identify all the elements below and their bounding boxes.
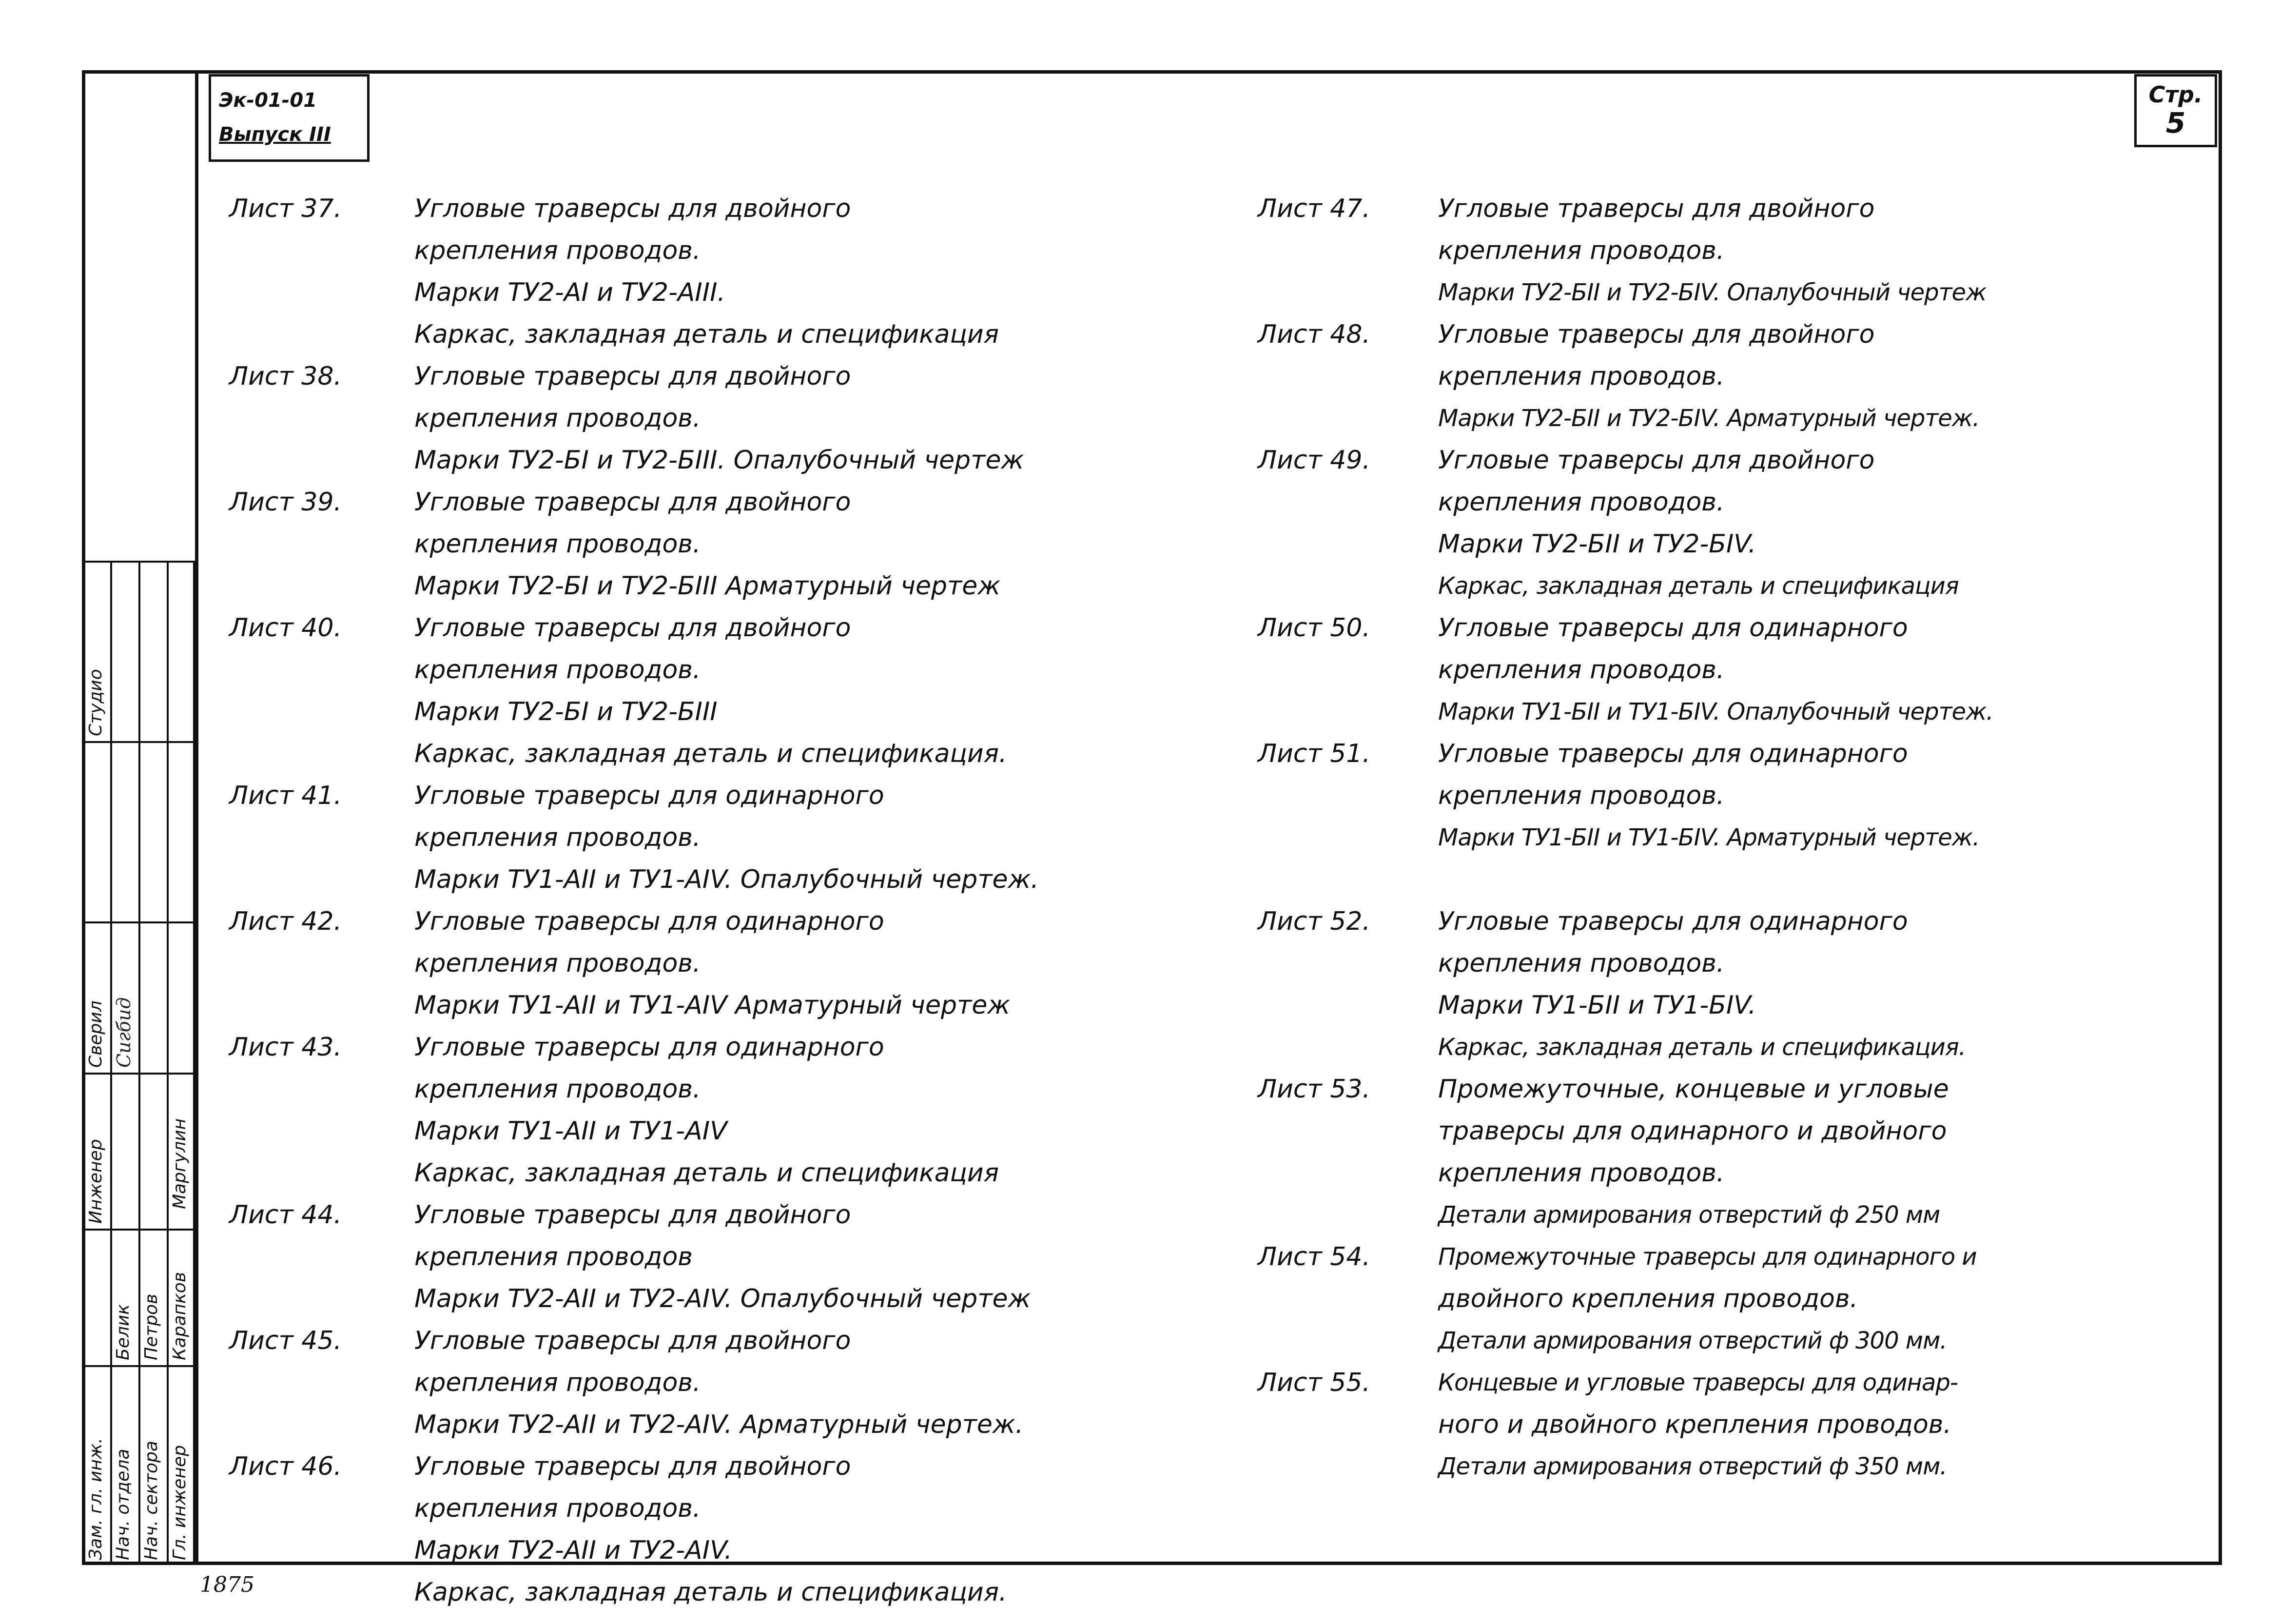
sheet-line: Каркас, закладная деталь и спецификация — [1438, 572, 1959, 600]
sheet-line: крепления проводов. — [414, 529, 701, 559]
sheet-entry — [229, 188, 1209, 355]
sheet-line: крепления проводов. — [414, 1075, 701, 1104]
sheet-line: Каркас, закладная деталь и спецификация. — [1438, 1034, 1966, 1061]
sheet-line: Каркас, закладная деталь и спецификация — [414, 320, 999, 349]
sheet-label: Лист 48. — [1258, 320, 1371, 349]
issue-number: Выпуск III — [219, 123, 331, 146]
sheet-label: Лист 39. — [229, 488, 342, 517]
sheet-line: крепления проводов — [414, 1242, 693, 1272]
stamp-role-chief-engineer: Гл. инженер — [170, 1445, 190, 1560]
sheet-line: Промежуточные, концевые и угловые — [1438, 1075, 1949, 1104]
sheet-entry — [229, 1320, 1209, 1446]
stamp-role-studio: Студио — [86, 669, 106, 736]
sheet-line: Каркас, закладная деталь и спецификация — [414, 1158, 999, 1188]
sheet-label: Лист 43. — [229, 1033, 342, 1062]
sheet-label: Лист 46. — [229, 1452, 342, 1481]
sheet-line: Угловые траверсы для одинарного — [414, 1033, 884, 1062]
sheet-line: Угловые траверсы для одинарного — [1438, 739, 1908, 768]
sheet-label: Лист 52. — [1258, 907, 1371, 936]
sheet-line: Марки ТУ2-АII и ТУ2-АIV. Арматурный чертеж. — [414, 1410, 1024, 1439]
stamp-role-sector-head: Нач. сектора — [141, 1441, 161, 1560]
sheet-line: Детали армирования отверстий ф 250 мм — [1438, 1201, 1940, 1229]
stamp-name-margulin: Маргулин — [170, 1118, 190, 1209]
sheet-line: Угловые траверсы для двойного — [1438, 320, 1875, 349]
sheet-line: Угловые траверсы для одинарного — [414, 907, 884, 936]
sheet-entry — [229, 607, 1209, 775]
sheet-line: Марки ТУ1-АII и ТУ1-АIV Арматурный чертеж — [414, 991, 1011, 1020]
sheet-line: Марки ТУ2-БII и ТУ2-БIV. Арматурный чертеж. — [1438, 405, 1980, 432]
sheet-entry — [1258, 188, 2213, 313]
sheet-label: Лист 54. — [1258, 1242, 1371, 1272]
sheet-list-right — [1258, 188, 2213, 1487]
stamp-signature: Сигбид — [113, 997, 135, 1068]
sheet-entry — [1258, 439, 2213, 607]
sheet-line: крепления проводов. — [414, 1494, 701, 1523]
sheet-line: Марки ТУ2-БI и ТУ2-БIII — [414, 697, 718, 726]
sheet-line: Марки ТУ2-АII и ТУ2-АIV. Опалубочный чертеж — [414, 1284, 1031, 1313]
sheet-entry — [1258, 733, 2213, 859]
sheet-line: Промежуточные траверсы для одинарного и — [1438, 1243, 1977, 1271]
sheet-line: Угловые траверсы для одинарного — [1438, 613, 1908, 643]
sheet-label: Лист 55. — [1258, 1368, 1371, 1397]
stamp-role-deputy-chief: Зам. гл. инж. — [86, 1438, 106, 1560]
sheet-label: Лист 45. — [229, 1326, 342, 1355]
sheet-label: Лист 53. — [1258, 1075, 1371, 1104]
sheet-line: Угловые траверсы для двойного — [414, 488, 851, 517]
sheet-line: крепления проводов. — [1438, 949, 1725, 978]
sheet-line: Марки ТУ2-АI и ТУ2-АIII. — [414, 278, 725, 307]
sheet-line: Угловые траверсы для двойного — [414, 1326, 851, 1355]
stamp-name-belik: Белик — [113, 1304, 133, 1360]
stamp-role-engineer: Инженер — [86, 1139, 106, 1224]
sheet-label: Лист 40. — [229, 613, 342, 643]
sheet-entry — [229, 481, 1209, 607]
sheet-entry — [1258, 313, 2213, 439]
sheet-line: Каркас, закладная деталь и спецификация. — [414, 1578, 1007, 1607]
sheet-entry — [1258, 1362, 2213, 1487]
stamp-role-checked: Сверил — [86, 1000, 106, 1068]
sheet-line: крепления проводов. — [414, 949, 701, 978]
sheet-entry — [229, 355, 1209, 481]
sheet-line: Марки ТУ2-БII и ТУ2-БIV. Опалубочный чертеж — [1438, 279, 1987, 306]
sheet-line: крепления проводов. — [414, 1368, 701, 1397]
document-code-box — [209, 74, 370, 162]
sheet-label: Лист 47. — [1258, 194, 1371, 223]
sheet-line: Угловые траверсы для двойного — [414, 1452, 851, 1481]
sheet-line: Марки ТУ1-АII и ТУ1-АIV. Опалубочный чертеж. — [414, 865, 1039, 894]
sheet-label: Лист 49. — [1258, 446, 1371, 475]
page-number-box — [2134, 74, 2217, 147]
sheet-line: крепления проводов. — [1438, 488, 1725, 517]
sheet-line: Угловые траверсы для двойного — [414, 194, 851, 223]
sheet-line: Марки ТУ1-БII и ТУ1-БIV. Опалубочный чертеж. — [1438, 698, 1993, 725]
sheet-entry — [1258, 607, 2213, 733]
stamp-role-dept-head: Нач. отдела — [113, 1448, 133, 1560]
sheet-line: Угловые траверсы для двойного — [1438, 446, 1875, 475]
sheet-line: Марки ТУ1-БII и ТУ1-БIV. — [1438, 991, 1756, 1020]
sheet-entry — [1258, 1068, 2213, 1236]
page-label: Стр. — [2148, 81, 2203, 108]
sheet-list-left — [229, 188, 1209, 1613]
sheet-line: ного и двойного крепления проводов. — [1438, 1410, 1951, 1439]
sheet-entry — [229, 900, 1209, 1026]
document-code: Эк-01-01 — [219, 89, 317, 112]
sheet-entry — [229, 1026, 1209, 1194]
approval-stamp — [82, 561, 195, 1565]
sheet-line: Детали армирования отверстий ф 300 мм. — [1438, 1327, 1947, 1354]
sheet-line: Угловые траверсы для одинарного — [414, 781, 884, 810]
sheet-line: Угловые траверсы для двойного — [414, 613, 851, 643]
sheet-label: Лист 44. — [229, 1200, 342, 1230]
sheet-line: Угловые траверсы для одинарного — [1438, 907, 1908, 936]
sheet-line: Марки ТУ2-БII и ТУ2-БIV. — [1438, 529, 1756, 559]
sheet-line: крепления проводов. — [414, 823, 701, 852]
sheet-line: Концевые и угловые траверсы для одинар- — [1438, 1369, 1958, 1396]
sheet-line: крепления проводов. — [1438, 362, 1725, 391]
stamp-name-karapkov: Карапков — [170, 1272, 190, 1360]
sheet-line: Каркас, закладная деталь и спецификация. — [414, 739, 1007, 768]
sheet-line: крепления проводов. — [1438, 236, 1725, 265]
sheet-label: Лист 37. — [229, 194, 342, 223]
stamp-name-petrov: Петров — [141, 1293, 161, 1360]
sheet-line: двойного крепления проводов. — [1438, 1284, 1858, 1313]
footer-number: 1875 — [200, 1572, 254, 1597]
sheet-line: Марки ТУ2-АII и ТУ2-АIV. — [414, 1536, 733, 1565]
sheet-line: Марки ТУ2-БI и ТУ2-БIII. Опалубочный чертеж — [414, 446, 1024, 475]
sheet-label: Лист 38. — [229, 362, 342, 391]
sheet-line: крепления проводов. — [414, 404, 701, 433]
page-number: 5 — [2165, 106, 2186, 139]
sheet-line: Детали армирования отверстий ф 350 мм. — [1438, 1453, 1947, 1480]
binding-margin-line — [195, 70, 198, 1565]
sheet-label: Лист 50. — [1258, 613, 1371, 643]
sheet-line: крепления проводов. — [414, 236, 701, 265]
sheet-line: Марки ТУ2-БI и ТУ2-БIII Арматурный чертеж — [414, 571, 1001, 601]
sheet-entry — [1258, 900, 2213, 1068]
sheet-line: Угловые траверсы для двойного — [1438, 194, 1875, 223]
sheet-line: крепления проводов. — [414, 655, 701, 685]
sheet-label: Лист 41. — [229, 781, 342, 810]
sheet-line: крепления проводов. — [1438, 655, 1725, 685]
sheet-label: Лист 51. — [1258, 739, 1371, 768]
sheet-entry — [229, 775, 1209, 900]
sheet-entry — [229, 1446, 1209, 1613]
sheet-line: Угловые траверсы для двойного — [414, 1200, 851, 1230]
sheet-line: Марки ТУ1-БII и ТУ1-БIV. Арматурный чертеж. — [1438, 824, 1980, 851]
sheet-line: Марки ТУ1-АII и ТУ1-АIV — [414, 1116, 727, 1146]
sheet-line: Угловые траверсы для двойного — [414, 362, 851, 391]
sheet-line: траверсы для одинарного и двойного — [1438, 1116, 1947, 1146]
sheet-entry — [1258, 1236, 2213, 1362]
sheet-line: крепления проводов. — [1438, 1158, 1725, 1188]
sheet-entry — [229, 1194, 1209, 1320]
sheet-line: крепления проводов. — [1438, 781, 1725, 810]
sheet-label: Лист 42. — [229, 907, 342, 936]
